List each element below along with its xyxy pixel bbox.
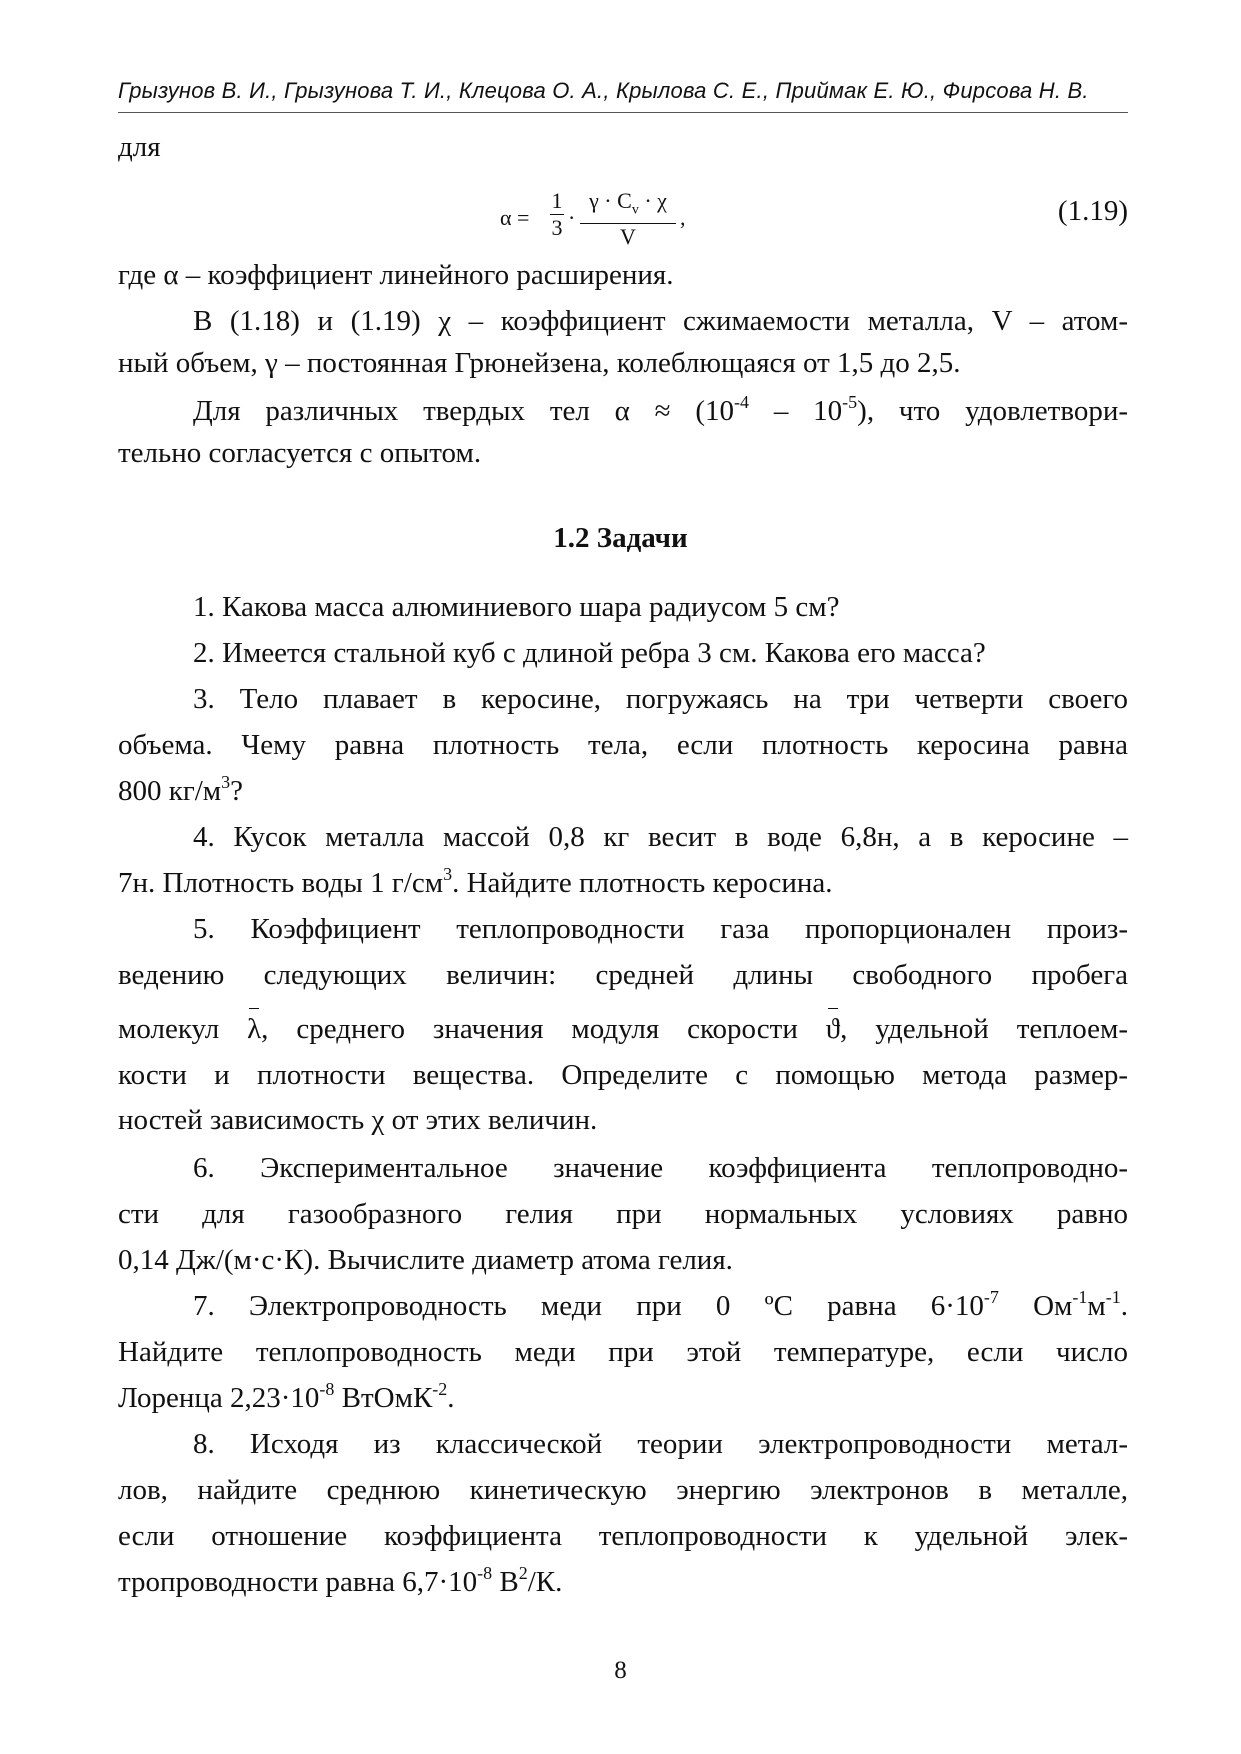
formula-frac2-num-head: γ · C — [589, 188, 632, 213]
page-number: 8 — [614, 1657, 627, 1684]
problem-5-line5: ностей зависимость χ от этих величин. — [118, 1104, 598, 1136]
intro-where-line: где α – коэффициент линейного расширения. — [118, 259, 674, 291]
formula-fraction-one-third — [550, 188, 564, 241]
problem-7-line1-b: Ом — [998, 1290, 1073, 1322]
problem-5-line3-c: , удельной теплоем- — [840, 1013, 1129, 1045]
formula-dot: · — [568, 205, 576, 230]
problem-5-line1: 5. Коэффициент теплопроводности газа пропорционален произ- — [193, 913, 1128, 945]
intro-para1-line2: ный объем, γ – постоянная Грюнейзена, колеблющаяся от 1,5 до 2,5. — [118, 347, 961, 379]
problem-7-line2: Найдите теплопроводность меди при этой температуре, если число — [118, 1336, 1128, 1368]
formula-frac1-num: 1 — [551, 188, 563, 213]
formula-1-19 — [500, 188, 700, 248]
section-title: 1.2 Задачи — [553, 522, 688, 554]
intro-para2-exp2: -5 — [842, 392, 858, 412]
intro-para2-line2: тельно согласуется с опытом. — [118, 437, 482, 469]
problem-3-line1: 3. Тело плавает в керосине, погружаясь на три четверти своего — [193, 683, 1128, 715]
intro-para2-a: Для различных твердых тел α ≈ (10 — [193, 395, 735, 427]
equation-number: (1.19) — [1057, 195, 1128, 227]
problem-8-line4-b: В — [492, 1566, 519, 1598]
running-head-authors: Грызунов В. И., Грызунова Т. И., Клецова О. А., Крылова С. Е., Приймак Е. Ю., Фирсова Н. В. — [118, 78, 1089, 103]
problem-4-line2-b: . Найдите плотность керосина. — [452, 867, 833, 899]
problem-7-line3-b: ВтОмК — [334, 1382, 433, 1414]
intro-para2-exp1: -4 — [734, 392, 750, 412]
formula-lhs: α = — [500, 205, 530, 230]
problem-7-line1 — [118, 1283, 1128, 1329]
problem-1: 1. Какова масса алюминиевого шара радиусом 5 см? — [193, 591, 840, 623]
problem-4-line2-a: 7н. Плотность воды 1 г/см — [118, 867, 444, 899]
formula-frac2-den: V — [620, 224, 636, 250]
problem-6-line3: 0,14 Дж/(м·с·К). Вычислите диаметр атома гелия. — [118, 1244, 733, 1276]
intro-para2-line1 — [118, 388, 1128, 434]
problem-5-line3-b: , среднего значения модуля скорости — [261, 1013, 826, 1045]
problem-7-line1-c: м — [1087, 1290, 1106, 1322]
problem-7-line3-a: Лоренца 2,23·10 — [118, 1382, 320, 1414]
formula-fraction-main — [580, 188, 676, 250]
problem-7-exp3: -1 — [1105, 1287, 1121, 1307]
formula-frac2-num — [580, 188, 676, 223]
intro-para2-b: – 10 — [749, 395, 843, 427]
formula-comma: , — [680, 205, 686, 230]
problem-3-line3-a: 800 кг/м — [118, 775, 222, 807]
mean-velocity-theta-symbol: ϑ — [826, 1006, 840, 1052]
problem-8-line4-c: /К. — [527, 1566, 563, 1598]
problem-3-line3-b: ? — [230, 775, 244, 807]
problem-8-line2: лов, найдите среднюю кинетическую энергию электронов в металле, — [118, 1474, 1128, 1506]
problem-7-line1-a: 7. Электропроводность меди при 0 ºС равна 6·10 — [193, 1290, 984, 1322]
formula-frac2-num-sub: v — [631, 202, 639, 218]
problem-6-line2: сти для газообразного гелия при нормальных условиях равно — [118, 1198, 1128, 1230]
mean-free-path-lambda-symbol: λ — [247, 1006, 261, 1052]
problem-8-line3: если отношение коэффициента теплопроводности к удельной элек- — [118, 1520, 1128, 1552]
problem-3-line3 — [118, 768, 1128, 814]
problem-4-line2 — [118, 860, 1128, 906]
problem-5-line4: кости и плотности вещества. Определите с помощью метода размер- — [118, 1059, 1128, 1091]
problem-2: 2. Имеется стальной куб с длиной ребра 3 см. Какова его масса? — [193, 637, 986, 669]
problem-7-line3-exp2: -2 — [432, 1379, 448, 1399]
problem-5-line2: ведению следующих величин: средней длины свободного пробега — [118, 959, 1128, 991]
problem-7-line3-c: . — [447, 1382, 455, 1414]
problem-3-exp: 3 — [221, 772, 231, 792]
problem-4-line1: 4. Кусок металла массой 0,8 кг весит в воде 6,8н, а в керосине – — [193, 821, 1128, 853]
intro-para1-line1: В (1.18) и (1.19) χ – коэффициент сжимаемости металла, V – атом- — [193, 305, 1128, 337]
problem-5-line3 — [118, 1006, 1128, 1052]
intro-lead: для — [118, 131, 161, 163]
problem-8-line4-a: тропроводности равна 6,7·10 — [118, 1566, 478, 1598]
header-rule — [118, 112, 1128, 113]
problem-6-line1: 6. Экспериментальное значение коэффициента теплопроводно- — [193, 1152, 1128, 1184]
problem-7-line3 — [118, 1375, 1128, 1421]
problem-7-line3-exp1: -8 — [319, 1379, 335, 1399]
problem-8-line4 — [118, 1559, 1128, 1605]
problem-4-exp: 3 — [443, 864, 453, 884]
problem-5-line3-a: молекул — [118, 1013, 248, 1045]
intro-para2-c: ), что удовлетвори- — [857, 395, 1128, 427]
problem-8-exp2: 2 — [518, 1563, 528, 1583]
problem-7-line1-d: . — [1120, 1290, 1129, 1322]
problem-3-line2: объема. Чему равна плотность тела, если плотность керосина равна — [118, 729, 1128, 761]
problem-7-exp2: -1 — [1072, 1287, 1088, 1307]
formula-frac1-den: 3 — [551, 215, 563, 240]
problem-8-exp1: -8 — [477, 1563, 493, 1583]
problem-7-exp1: -7 — [983, 1287, 999, 1307]
formula-frac2-num-tail: · χ — [638, 188, 667, 213]
problem-8-line1: 8. Исходя из классической теории электропроводности метал- — [193, 1428, 1128, 1460]
